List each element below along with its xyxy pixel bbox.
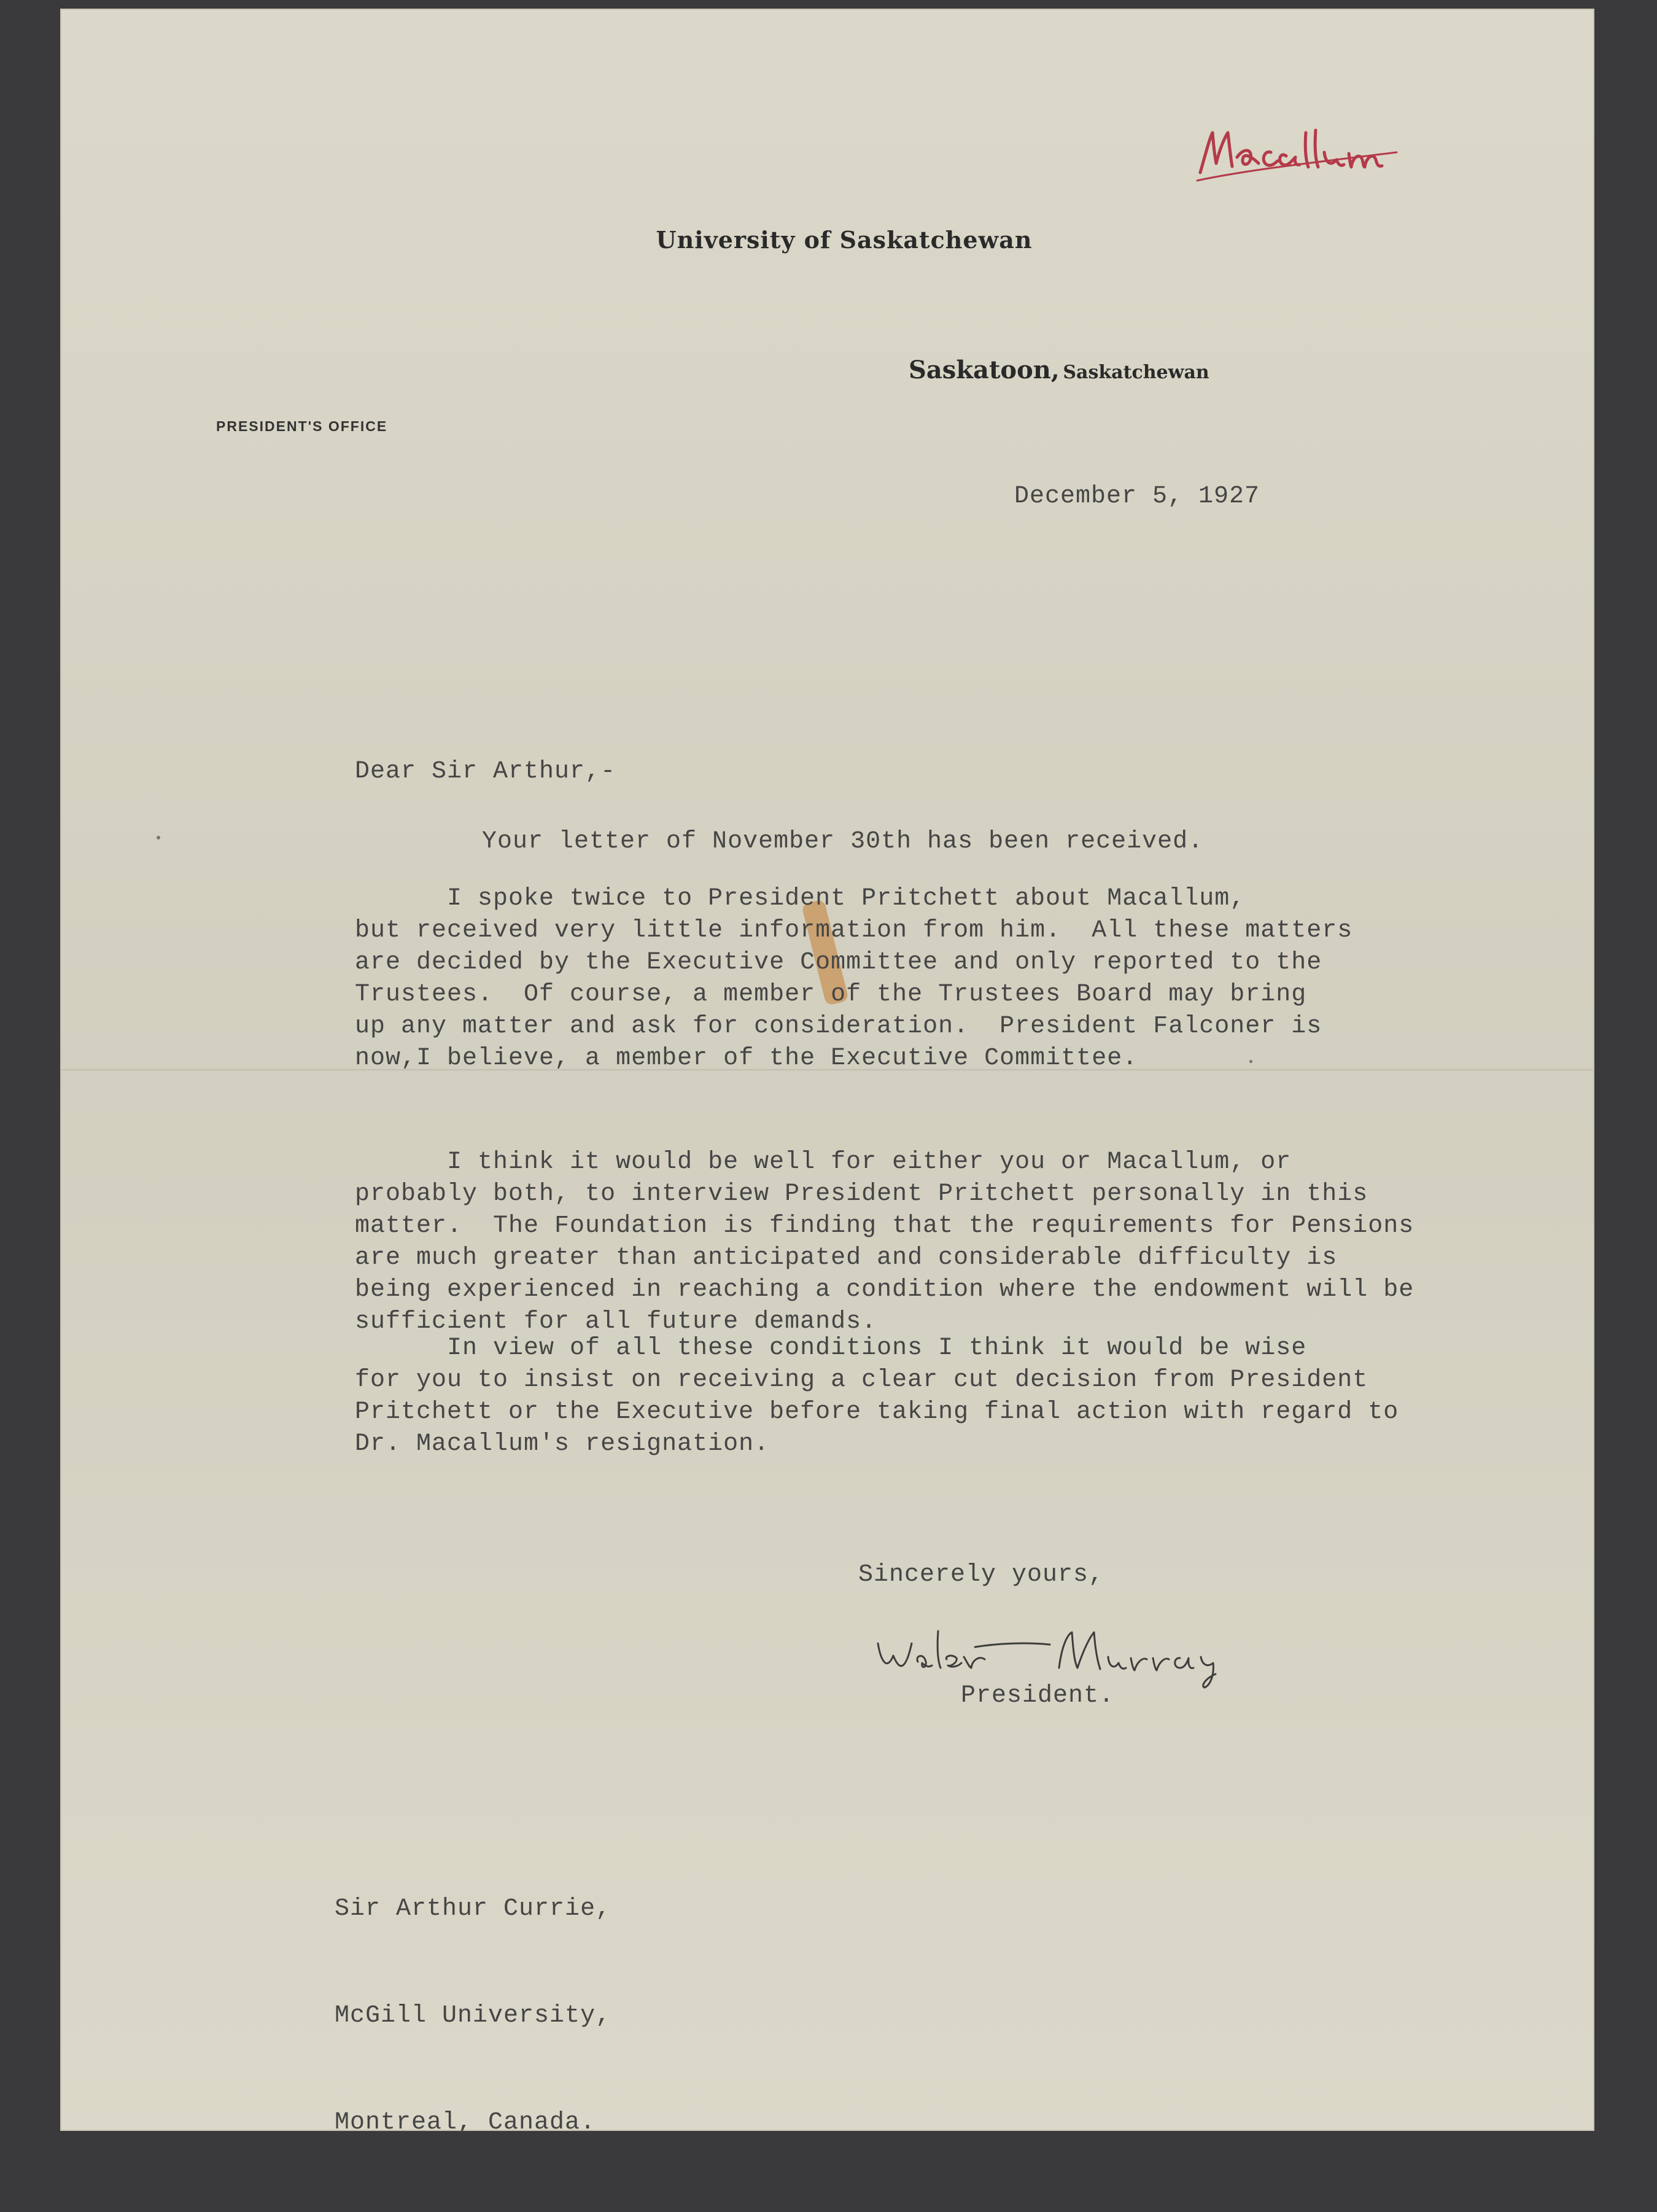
letter-salutation: Dear Sir Arthur,- [355, 758, 616, 785]
handwritten-annotation [1194, 114, 1409, 194]
letterhead-city: Saskatoon, [909, 356, 1060, 384]
letterhead-province: Saskatchewan [1063, 362, 1209, 383]
letter-paragraph-3: I think it would be well for either you or Macallum, or probably both, to interview President Pritchett personally in this matter. The Foundation is finding that the requirements for Pensions are much greater than anticipated and considerable difficulty is being experienced in reaching a condition where the endowment will be sufficient for all future demands. [355, 1148, 1414, 1336]
letter-paragraph-1: Your letter of November 30th has been received. [482, 828, 1204, 855]
letter-closing: Sincerely yours, [858, 1561, 1104, 1589]
letterhead-office: PRESIDENT'S OFFICE [216, 418, 388, 434]
letterhead-location [909, 356, 1209, 384]
letter-date: December 5, 1927 [1014, 483, 1260, 510]
letter-page [61, 10, 1593, 2136]
signer-title: President. [961, 1682, 1115, 1710]
recipient-address-line: Montreal, Canada. [335, 2109, 596, 2136]
recipient-address-line: McGill University, [335, 2002, 611, 2030]
recipient-address-line: Sir Arthur Currie, [335, 1895, 611, 1923]
recipient-address [335, 1820, 611, 2212]
paper-speck [157, 836, 160, 839]
letter-paragraph-4: In view of all these conditions I think it would be wise for you to insist on receiving a clear cut decision from President Pritchett or the Executive before taking final action with regard to Dr. Macallum's resignation. [355, 1334, 1399, 1458]
letter-paragraph-2: I spoke twice to President Pritchett about Macallum, but received very little information from him. All these matters are decided by the Executive Committee and only reported to the Trustees. Of course, a member of the Trustees Board may bring up any matter and ask for consideration. President Falconer is now,I believe, a member of the Executive Committee. [355, 885, 1353, 1072]
letterhead-institution: University of Saskatchewan [656, 226, 1033, 254]
